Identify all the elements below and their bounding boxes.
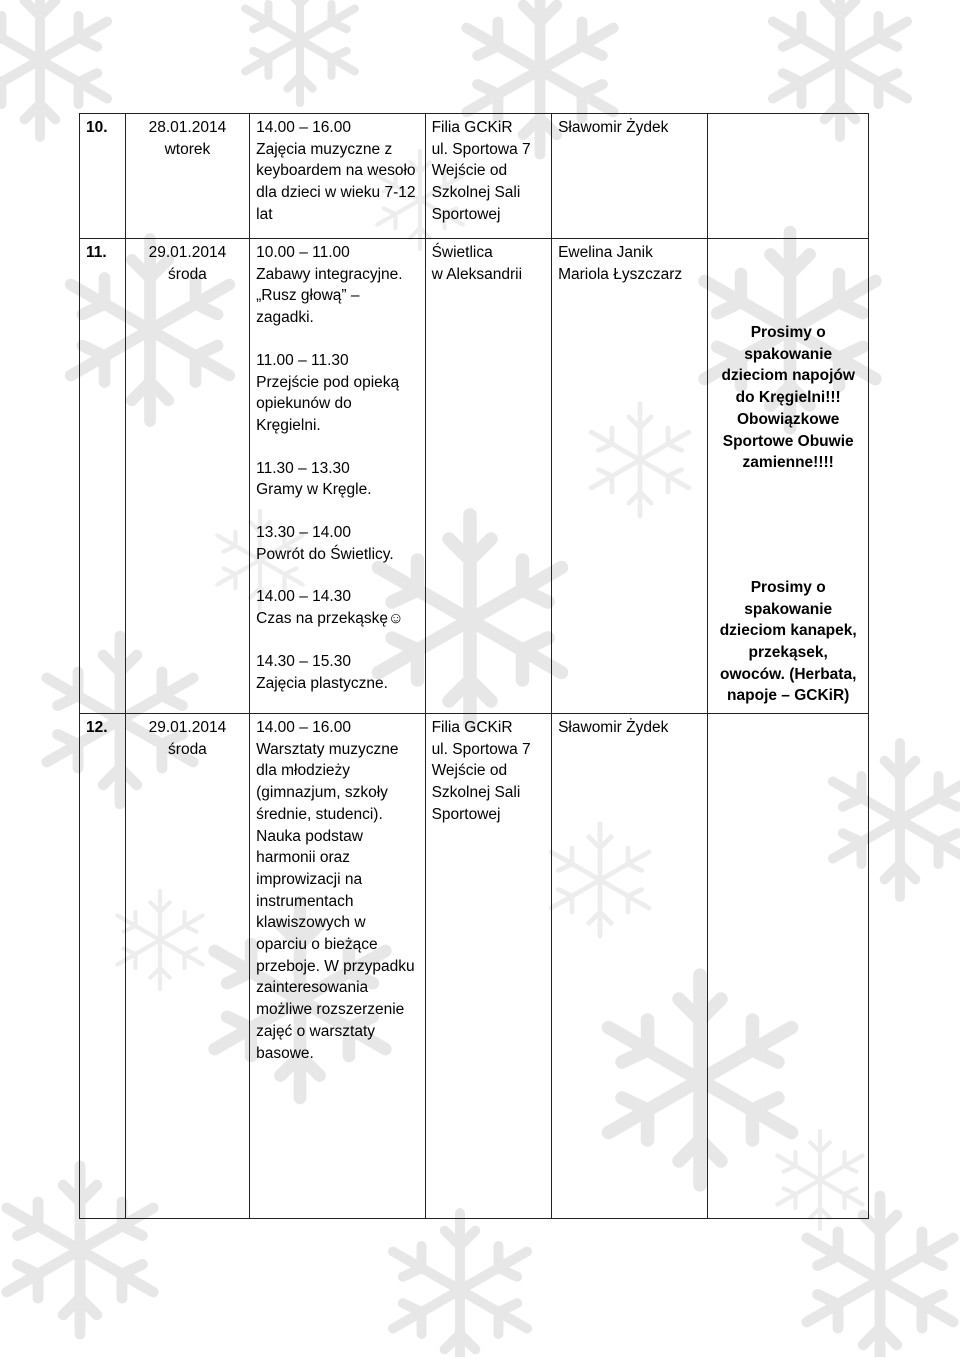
leader-name: Mariola Łyszczarz	[558, 265, 683, 283]
date: 29.01.2014	[148, 244, 227, 261]
place-line: w Aleksandrii	[431, 265, 523, 283]
place-line: Szkolnej Sali	[431, 784, 521, 802]
table-row	[80, 714, 869, 1219]
program-text: Powrót do Świetlicy.	[256, 545, 394, 563]
place-line: Wejście od	[431, 162, 508, 180]
leader-name: Sławomir Żydek	[558, 119, 669, 136]
date-cell	[125, 114, 249, 239]
program-cell	[250, 239, 425, 714]
program-text: Zabawy integracyjne. „Rusz głową” – zagadki.	[256, 265, 403, 327]
note-cell	[708, 239, 869, 714]
leader-cell	[552, 714, 708, 1219]
program-text: Warsztaty muzyczne dla młodzieży (gimnazjum, szkoły średnie, studenci). Nauka podstaw harmonii oraz improwizacji na instrumentach klawiszowych w oparciu o bieżące przeboje. W przypadku zainteresowania możliwe rozszerzenie zajęć o warsztaty basowe.	[256, 740, 415, 1062]
place-line: Świetlica	[431, 244, 493, 261]
date-cell	[125, 714, 249, 1219]
place-line: Sportowej	[431, 205, 501, 223]
weekday: wtorek	[164, 140, 211, 158]
row-number: 11.	[80, 239, 126, 714]
program-cell	[250, 114, 425, 239]
table-row	[80, 114, 869, 239]
weekday: środa	[168, 265, 207, 283]
note-cell	[708, 114, 869, 239]
leader-cell	[552, 239, 708, 714]
place-cell	[425, 714, 552, 1219]
program-time: 14.30 – 15.30	[256, 652, 351, 670]
program-time: 14.00 – 16.00	[256, 119, 351, 136]
program-time: 11.00 – 11.30	[256, 351, 349, 369]
place-line: Szkolnej Sali	[431, 184, 521, 202]
place-cell	[425, 114, 552, 239]
row-number: 12.	[80, 714, 126, 1219]
date: 29.01.2014	[148, 719, 227, 736]
place-cell	[425, 239, 552, 714]
date: 28.01.2014	[148, 119, 227, 136]
place-line: ul. Sportowa 7	[431, 740, 531, 758]
schedule-table	[79, 113, 869, 1219]
program-text: Przejście pod opieką opiekunów do Kręgielni.	[256, 373, 400, 434]
program-time: 10.00 – 11.00	[256, 244, 350, 261]
row-number: 10.	[80, 114, 126, 239]
note-text: Prosimy o spakowanie dzieciom napojów do Kręgielni!!! Obowiązkowe Sportowe Obuwie zamienne!!!!	[721, 324, 855, 472]
place-line: Filia GCKiR	[431, 719, 513, 736]
weekday: środa	[168, 740, 207, 758]
note-cell	[708, 714, 869, 1219]
program-text: Zajęcia muzyczne z keyboardem na wesoło dla dzieci w wieku 7-12 lat	[256, 140, 416, 223]
program-time: 13.30 – 14.00	[256, 524, 351, 542]
place-line: Wejście od	[431, 762, 508, 780]
program-text: Gramy w Kręgle.	[256, 481, 372, 499]
program-time: 11.30 – 13.30	[256, 459, 350, 477]
program-time: 14.00 – 16.00	[256, 719, 351, 736]
place-line: Filia GCKiR	[431, 119, 513, 136]
program-block	[256, 350, 418, 501]
program-text: Czas na przekąskę☺	[256, 610, 404, 628]
program-time: 14.00 – 14.30	[256, 588, 351, 606]
program-block	[256, 242, 418, 329]
date-cell	[125, 239, 249, 714]
leader-cell	[552, 114, 708, 239]
table-row	[80, 239, 869, 714]
program-block	[256, 586, 418, 694]
place-line: ul. Sportowa 7	[431, 140, 531, 158]
program-text: Zajęcia plastyczne.	[256, 674, 388, 692]
program-block	[256, 522, 418, 565]
leader-name: Sławomir Żydek	[558, 719, 669, 736]
program-cell	[250, 714, 425, 1219]
note-text: Prosimy o spakowanie dzieciom kanapek, przekąsek, owoców. (Herbata, napoje – GCKiR)	[719, 578, 857, 705]
leader-name: Ewelina Janik	[558, 244, 653, 261]
place-line: Sportowej	[431, 805, 501, 823]
